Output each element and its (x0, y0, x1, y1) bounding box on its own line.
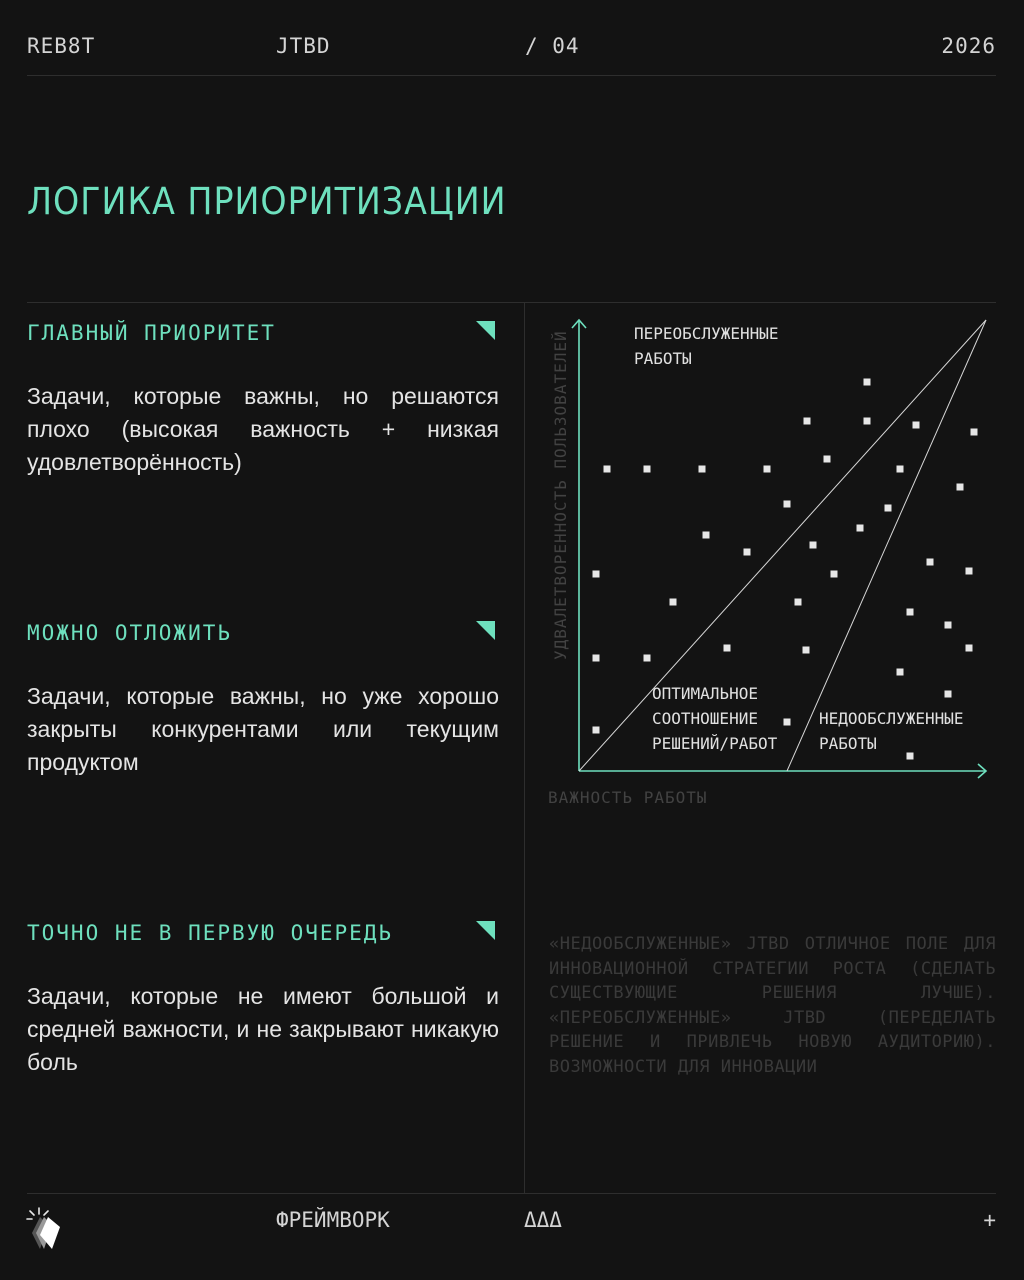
opportunity-diagram (530, 305, 1010, 820)
corner-triangle-icon (476, 321, 495, 340)
header-divider (27, 75, 996, 76)
y-axis-label: УДВАЛЕТВОРЕННОСТЬ ПОЛЬЗОВАТЕЛЕЙ (551, 330, 570, 660)
job-point (927, 559, 934, 566)
topic-label: JTBD (276, 34, 331, 58)
job-point (966, 645, 973, 652)
job-point (764, 466, 771, 473)
boundary-line-under (787, 320, 986, 771)
footer-deltas: ΔΔΔ (524, 1208, 562, 1232)
job-point (857, 525, 864, 532)
job-point (795, 599, 802, 606)
footer-framework-label: ФРЕЙМВОРК (276, 1208, 390, 1232)
job-point (784, 719, 791, 726)
footer-divider (27, 1193, 996, 1194)
x-axis-label: ВАЖНОСТЬ РАБОТЫ (548, 788, 708, 807)
job-point (864, 418, 871, 425)
job-point (945, 691, 952, 698)
job-point (703, 532, 710, 539)
job-points (593, 379, 978, 760)
job-point (907, 609, 914, 616)
footer-plus: + (983, 1208, 996, 1232)
job-point (670, 599, 677, 606)
job-point (810, 542, 817, 549)
job-point (897, 669, 904, 676)
job-point (885, 505, 892, 512)
region-label-underserved: НЕДООБСЛУЖЕННЫЕ РАБОТЫ (819, 709, 964, 753)
section-text-main-priority: Задачи, которые важны, но решаются плохо (высокая важность + низкая удовлетворённость) (27, 383, 499, 475)
year-label: 2026 (941, 34, 996, 58)
job-point (897, 466, 904, 473)
job-point (593, 655, 600, 662)
section-text-not-first: Задачи, которые не имеют большой и средней важности, и не закрывают никакую боль (27, 983, 499, 1075)
job-point (971, 429, 978, 436)
job-point (913, 422, 920, 429)
job-point (644, 655, 651, 662)
page-number: / 04 (525, 34, 580, 58)
job-point (957, 484, 964, 491)
corner-triangle-icon (476, 921, 495, 940)
job-point (804, 418, 811, 425)
column-divider (524, 303, 525, 1193)
section-title-not-first: ТОЧНО НЕ В ПЕРВУЮ ОЧЕРЕДЬ (27, 921, 394, 945)
job-point (699, 466, 706, 473)
section-title-main-priority: ГЛАВНЫЙ ПРИОРИТЕТ (27, 321, 276, 345)
innovation-note: «НЕДООБСЛУЖЕННЫЕ» JTBD ОТЛИЧНОЕ ПОЛЕ ДЛЯ ИННОВАЦИОННОЙ СТРАТЕГИИ РОСТА (СДЕЛАТЬ СУЩЕСТВУЮЩИЕ РЕШЕНИЯ ЛУЧШЕ). «ПЕРЕОБСЛУЖЕННЫЕ» JTBD (ПЕРЕДЕЛАТЬ РЕШЕНИЕ И ПРИВЛЕЧЬ НОВУЮ АУДИТОРИЮ). ВОЗМОЖНОСТИ ДЛЯ ИННОВАЦИИ (549, 934, 996, 1077)
page-title: ЛОГИКА ПРИОРИТИЗАЦИИ (27, 180, 507, 223)
job-point (604, 466, 611, 473)
section-title-can-postpone: МОЖНО ОТЛОЖИТЬ (27, 621, 233, 645)
job-point (784, 501, 791, 508)
job-point (945, 622, 952, 629)
job-point (803, 647, 810, 654)
job-point (744, 549, 751, 556)
corner-triangle-icon (476, 621, 495, 640)
boundary-line-over (579, 320, 986, 771)
spark-diamond-icon (26, 1205, 64, 1253)
job-point (644, 466, 651, 473)
job-point (593, 571, 600, 578)
job-point (907, 753, 914, 760)
job-point (593, 727, 600, 734)
content-top-divider (27, 302, 996, 303)
job-point (864, 379, 871, 386)
section-text-can-postpone: Задачи, которые важны, но уже хорошо закрыты конкурентами или текущим продуктом (27, 683, 499, 775)
job-point (824, 456, 831, 463)
job-point (724, 645, 731, 652)
job-point (966, 568, 973, 575)
brand-label: REB8T (27, 34, 96, 58)
region-label-overserved: ПЕРЕОБСЛУЖЕННЫЕ РАБОТЫ (634, 324, 779, 368)
region-label-optimal: ОПТИМАЛЬНОЕ СООТНОШЕНИЕ РЕШЕНИЙ/РАБОТ (652, 684, 778, 753)
job-point (831, 571, 838, 578)
